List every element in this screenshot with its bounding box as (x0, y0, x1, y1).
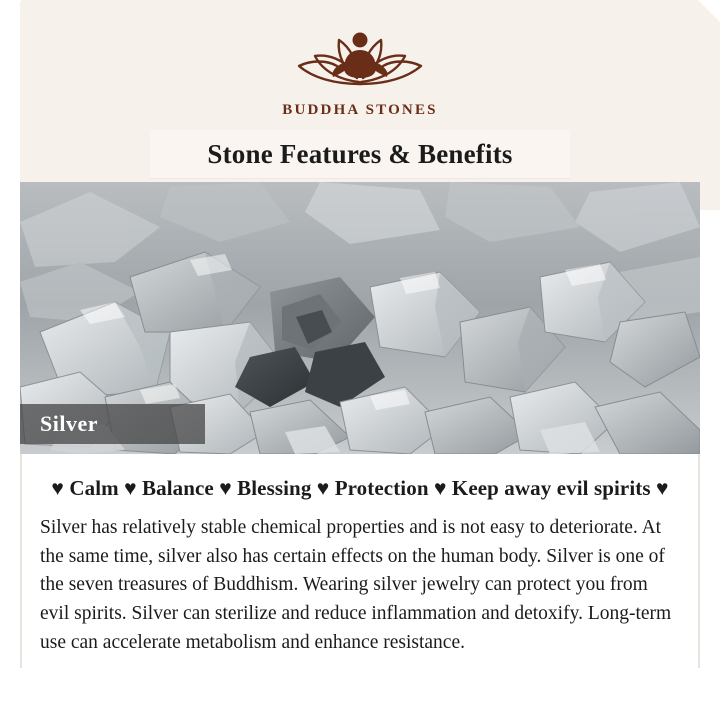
keywords-line: ♥ Calm ♥ Balance ♥ Blessing ♥ Protection ♥ Keep away evil spirits ♥ (51, 476, 669, 500)
bottom-white-strip (0, 668, 720, 720)
corner-notch-right (698, 0, 720, 22)
lotus-meditation-figure-icon (275, 22, 445, 98)
brand-logo (0, 22, 720, 119)
section-title-bar (150, 130, 570, 178)
page-title: Stone Features & Benefits (207, 138, 513, 169)
stone-name-text: Silver (40, 411, 98, 436)
description-text: Silver has relatively stable chemical properties and is not easy to deteriorate. At the same time, silver also has certain effects on the human body. Silver is one of the seven treasures of Buddhism. Wearing silver jewelry can protect you from evil spirits. Silver can sterilize and reduce inflammation and detoxify. Long-term use can accelerate metabolism and enhance resistance. (40, 517, 672, 653)
stone-name-badge (20, 404, 205, 444)
corner-notch-left (0, 0, 22, 22)
benefits-panel (20, 454, 700, 668)
brand-name: BUDDHA STONES (282, 102, 438, 118)
